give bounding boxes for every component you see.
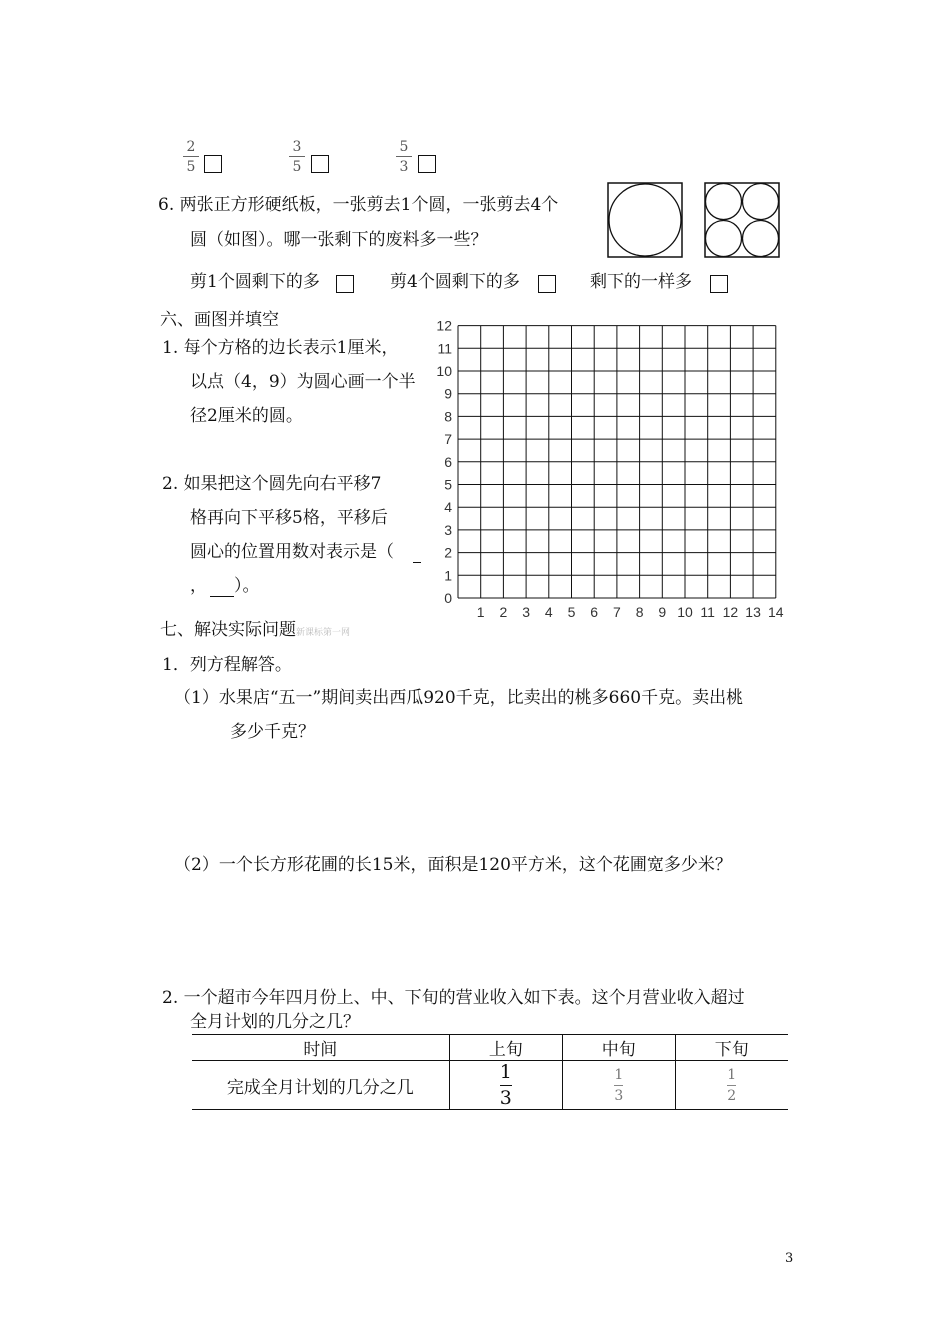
- s6-p2-line-1: 2. 如果把这个圆先向右平移7: [162, 474, 382, 494]
- y-axis-tick-label: 2: [444, 544, 452, 561]
- y-axis-tick-label: 1: [444, 567, 452, 584]
- x-axis-tick-label: 9: [658, 604, 667, 620]
- fraction-5-3: [397, 140, 411, 174]
- fraction-denominator: 3: [499, 1086, 512, 1109]
- s7-q1a-line-2: 多少千克？: [230, 722, 315, 742]
- header-time: 时间: [192, 1035, 449, 1061]
- answer-box-3[interactable]: [418, 155, 436, 173]
- q6-line-2: 圆（如图）。哪一张剩下的废料多一些？: [190, 230, 488, 250]
- y-axis-tick-label: 11: [437, 340, 452, 357]
- x-axis-tick-label: 10: [677, 604, 693, 620]
- fraction: [614, 1068, 623, 1103]
- section-7-heading: 七、解决实际问题: [160, 620, 296, 640]
- x-axis-tick-label: 5: [567, 604, 576, 620]
- fraction-numerator: 1: [727, 1066, 737, 1083]
- header-middle-period: 中旬: [563, 1035, 675, 1061]
- y-axis-tick-label: 10: [436, 363, 452, 379]
- section-6-heading: 六、画图并填空: [160, 310, 279, 330]
- answer-box-1[interactable]: [204, 155, 222, 173]
- x-axis-tick-label: 12: [722, 604, 739, 620]
- fraction: [499, 1060, 512, 1109]
- y-axis-tick-label: 3: [444, 521, 452, 538]
- fraction-numerator: 2: [186, 139, 196, 155]
- fraction-numerator: 3: [292, 139, 302, 155]
- fraction-numerator: 1: [499, 1060, 512, 1083]
- header-last-period: 下旬: [675, 1035, 788, 1061]
- s7-q1: 1．列方程解答。: [162, 655, 292, 675]
- fraction-denominator: 3: [399, 159, 409, 175]
- y-axis-tick-label: 9: [444, 385, 452, 402]
- y-axis-tick-label: 7: [444, 431, 452, 448]
- s7-q1b: （2）一个长方形花圃的长15米，面积是120平方米，这个花圃宽多少米？: [174, 855, 732, 875]
- q6-option-2: 剪4个圆剩下的多: [390, 272, 520, 292]
- x-axis-tick-label: 8: [635, 604, 644, 620]
- table-row: [192, 1061, 788, 1110]
- y-axis-tick-label: 5: [444, 476, 452, 493]
- y-axis-tick-label: 6: [444, 453, 452, 470]
- x-axis-tick-label: 2: [499, 604, 508, 620]
- q6-option-1: 剪1个圆剩下的多: [190, 272, 320, 292]
- coordinate-blank-x[interactable]: [413, 562, 421, 563]
- y-axis-tick-label: 12: [436, 317, 452, 334]
- x-axis-tick-label: 14: [768, 604, 784, 620]
- s6-p2-close: ）。: [234, 576, 260, 596]
- value-last-period: [675, 1061, 788, 1110]
- x-axis-tick-label: 7: [613, 604, 621, 620]
- s7-q1a-line-1: （1）水果店“五一”期间卖出西瓜920千克，比卖出的桃多660千克。卖出桃: [174, 688, 744, 708]
- coordinate-grid[interactable]: [428, 316, 798, 622]
- x-axis-tick-label: 13: [745, 604, 761, 620]
- revenue-table: [192, 1034, 788, 1110]
- fraction: [727, 1068, 736, 1103]
- x-axis-tick-label: 1: [476, 604, 485, 620]
- fraction-2-5: [184, 140, 198, 174]
- s7-q2-line-1: 2. 一个超市今年四月份上、中、下旬的营业收入如下表。这个月营业收入超过: [162, 988, 745, 1008]
- s6-p1-line-1: 1. 每个方格的边长表示1厘米，: [162, 338, 399, 358]
- s6-p2-comma: ，: [190, 576, 207, 596]
- q6-option-3: 剩下的一样多: [590, 272, 692, 292]
- fraction-denominator: 3: [614, 1087, 624, 1104]
- answer-box-2[interactable]: [311, 155, 329, 173]
- s6-p2-line-2: 格再向下平移5格，平移后: [190, 508, 388, 528]
- y-axis-tick-label: 4: [444, 499, 452, 516]
- row-label: 完成全月计划的几分之几: [192, 1061, 449, 1110]
- x-axis-tick-label: 3: [522, 604, 530, 620]
- s6-p1-line-3: 径2厘米的圆。: [190, 406, 303, 426]
- fraction-numerator: 5: [399, 139, 409, 155]
- y-axis-tick-label: 0: [444, 590, 452, 606]
- fraction-denominator: 5: [186, 159, 196, 175]
- page-number: 3: [785, 1251, 794, 1266]
- value-first-period: [449, 1061, 562, 1110]
- fraction-denominator: 5: [292, 159, 302, 175]
- s6-p1-line-2: 以点（4，9）为圆心画一个半: [190, 372, 416, 392]
- coordinate-blank-y[interactable]: [210, 596, 234, 597]
- q6-option-1-box[interactable]: [336, 275, 354, 293]
- square-four-circles-figure: [704, 182, 780, 258]
- q6-option-2-box[interactable]: [538, 275, 556, 293]
- s6-p2-line-3: 圆心的位置用数对表示是（: [190, 542, 394, 562]
- header-first-period: 上旬: [449, 1035, 562, 1061]
- s7-q2-line-2: 全月计划的几分之几？: [190, 1012, 360, 1032]
- square-one-circle-figure: [607, 182, 683, 258]
- x-axis-tick-label: 11: [700, 604, 715, 620]
- fraction-3-5: [290, 140, 304, 174]
- table-header-row: [192, 1035, 788, 1061]
- x-axis-tick-label: 6: [590, 604, 599, 620]
- value-middle-period: [563, 1061, 675, 1110]
- y-axis-tick-label: 8: [444, 408, 452, 425]
- q6-line-1: 6. 两张正方形硬纸板，一张剪去1个圆，一张剪去4个: [158, 195, 559, 215]
- watermark-text: 新课标第一网: [296, 628, 351, 638]
- fraction-denominator: 2: [727, 1087, 737, 1104]
- q6-option-3-box[interactable]: [710, 275, 728, 293]
- fraction-numerator: 1: [614, 1066, 624, 1083]
- x-axis-tick-label: 4: [544, 604, 553, 620]
